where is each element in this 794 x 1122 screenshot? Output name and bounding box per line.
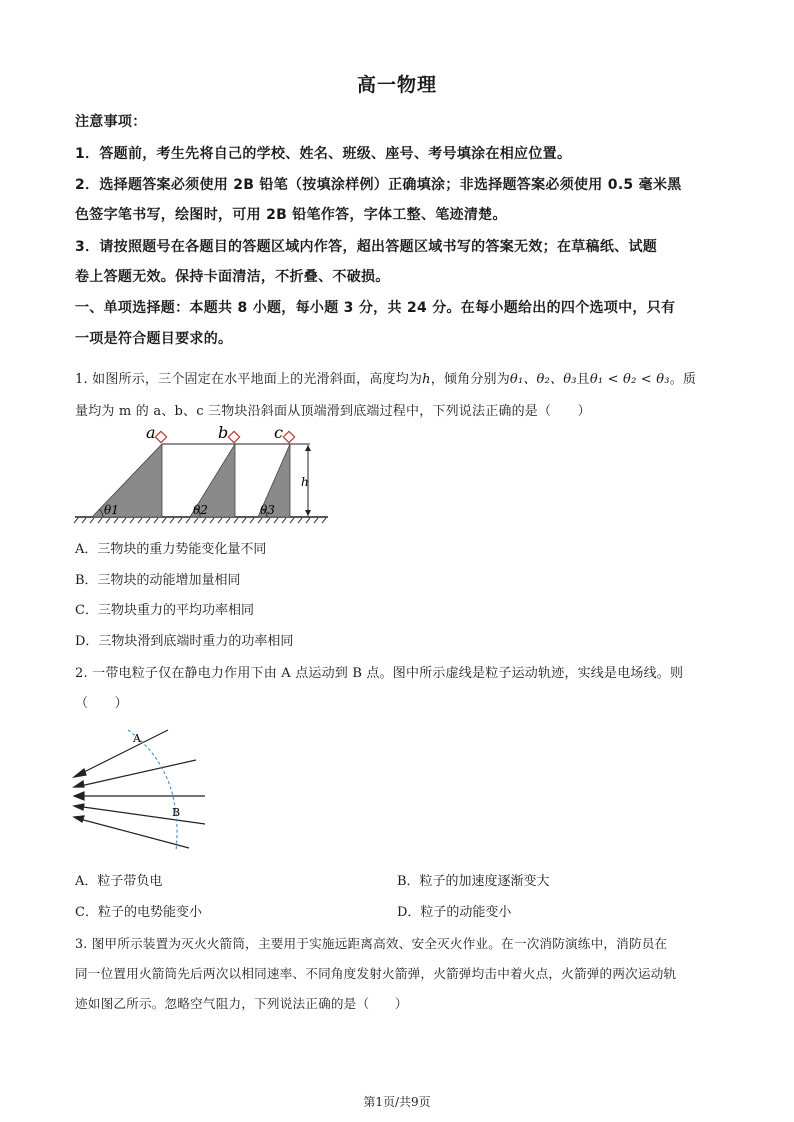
field-line-1-arrow: [74, 769, 86, 777]
question-2-option-a[interactable]: A．粒子带负电: [75, 874, 163, 889]
field-line-figure: [66, 726, 216, 856]
notice-item-3-cont: 卷上答题无效。保持卡面清洁，不折叠、不破损。: [75, 269, 390, 285]
block-c: [283, 431, 294, 442]
field-line-5-arrow: [74, 816, 84, 822]
block-c-label: c: [274, 423, 283, 442]
notice-item-1: 1．答题前，考生先将自己的学校、姓名、班级、座号、考号填涂在相应位置。: [75, 146, 572, 162]
block-a-label: a: [146, 423, 156, 442]
field-line-5: [76, 818, 189, 848]
section-1-heading: 一、单项选择题：本题共 8 小题，每小题 3 分，共 24 分。在每小题给出的四个选项中，只有: [75, 300, 676, 316]
question-1-option-c[interactable]: C．三物块重力的平均功率相同: [75, 603, 254, 618]
question-1-option-b[interactable]: B．三物块的动能增加量相同: [75, 573, 241, 588]
ground-hatching: [74, 518, 326, 523]
field-line-4: [76, 806, 205, 824]
page-footer: 第1页/共9页: [363, 1095, 431, 1109]
question-2-option-c[interactable]: C．粒子的电势能变小: [75, 905, 202, 920]
notice-item-2-cont: 色签字笔书写，绘图时，可用 2B 铅笔作答，字体工整、笔迹清楚。: [75, 207, 507, 223]
question-2-stem: 2. 一带电粒子仅在静电力作用下由 A 点运动到 B 点。图中所示虚线是粒子运动轨迹，实线是电场线。则: [75, 666, 684, 681]
field-line-2-arrow: [74, 781, 84, 787]
angle-3-label: θ3: [260, 503, 275, 517]
question-1-option-d[interactable]: D．三物块滑到底端时重力的功率相同: [75, 634, 294, 649]
block-a: [155, 431, 166, 442]
question-1-option-a[interactable]: A．三物块的重力势能变化量不同: [75, 542, 267, 557]
angle-2-label: θ2: [193, 503, 208, 517]
question-2-option-d[interactable]: D．粒子的动能变小: [397, 905, 512, 920]
question-3-stem-cont-1: 同一位置用火箭筒先后两次以相同速率、不同角度发射火箭弹，火箭弹均击中着火点，火箭弹的两次运动轨: [75, 966, 677, 981]
angle-1-label: θ1: [104, 503, 119, 517]
question-3-stem: 3. 图甲所示装置为灭火火箭筒，主要用于实施远距离高效、安全灭火作业。在一次消防演练中，消防员在: [75, 936, 668, 951]
block-b-label: b: [218, 423, 229, 442]
field-line-3-arrow: [74, 792, 84, 800]
height-arrow-bottom: [305, 510, 311, 516]
field-line-4-arrow: [74, 804, 84, 810]
incline-1: [92, 444, 162, 517]
block-b: [228, 431, 239, 442]
point-a-label: A: [133, 732, 141, 745]
question-2-option-b[interactable]: B．粒子的加速度逐渐变大: [397, 874, 550, 889]
question-1-stem-cont: 量均为 m 的 a、b、c 三物块沿斜面从顶端滑到底端过程中，下列说法正确的是（ ）: [75, 404, 591, 419]
field-line-2: [76, 760, 196, 787]
height-label: h: [301, 475, 309, 489]
incline-figure: [70, 420, 340, 530]
section-1-heading-cont: 一项是符合题目要求的。: [75, 331, 233, 347]
height-arrow-top: [305, 445, 311, 451]
question-1-stem: 1. 如图所示，三个固定在水平地面上的光滑斜面，高度均为h，倾角分别为θ₁、θ₂、θ₃且θ₁ < θ₂ < θ₃。质: [75, 372, 697, 387]
notice-item-2: 2．选择题答案必须使用 2B 铅笔（按填涂样例）正确填涂；非选择题答案必须使用 0.5 毫米黑: [75, 177, 682, 193]
notice-item-3: 3．请按照题号在各题目的答题区域内作答，超出答题区域书写的答案无效；在草稿纸、试题: [75, 239, 658, 255]
particle-trajectory: [128, 730, 177, 851]
page-title: 高一物理: [356, 74, 437, 96]
electric-field-lines: [74, 730, 205, 848]
notice-heading: 注意事项：: [75, 114, 147, 130]
question-3-stem-cont-2: 迹如图乙所示。忽略空气阻力，下列说法正确的是（ ）: [75, 996, 408, 1011]
question-2-stem-cont: （ ）: [75, 696, 128, 711]
point-b-label: B: [172, 806, 181, 819]
